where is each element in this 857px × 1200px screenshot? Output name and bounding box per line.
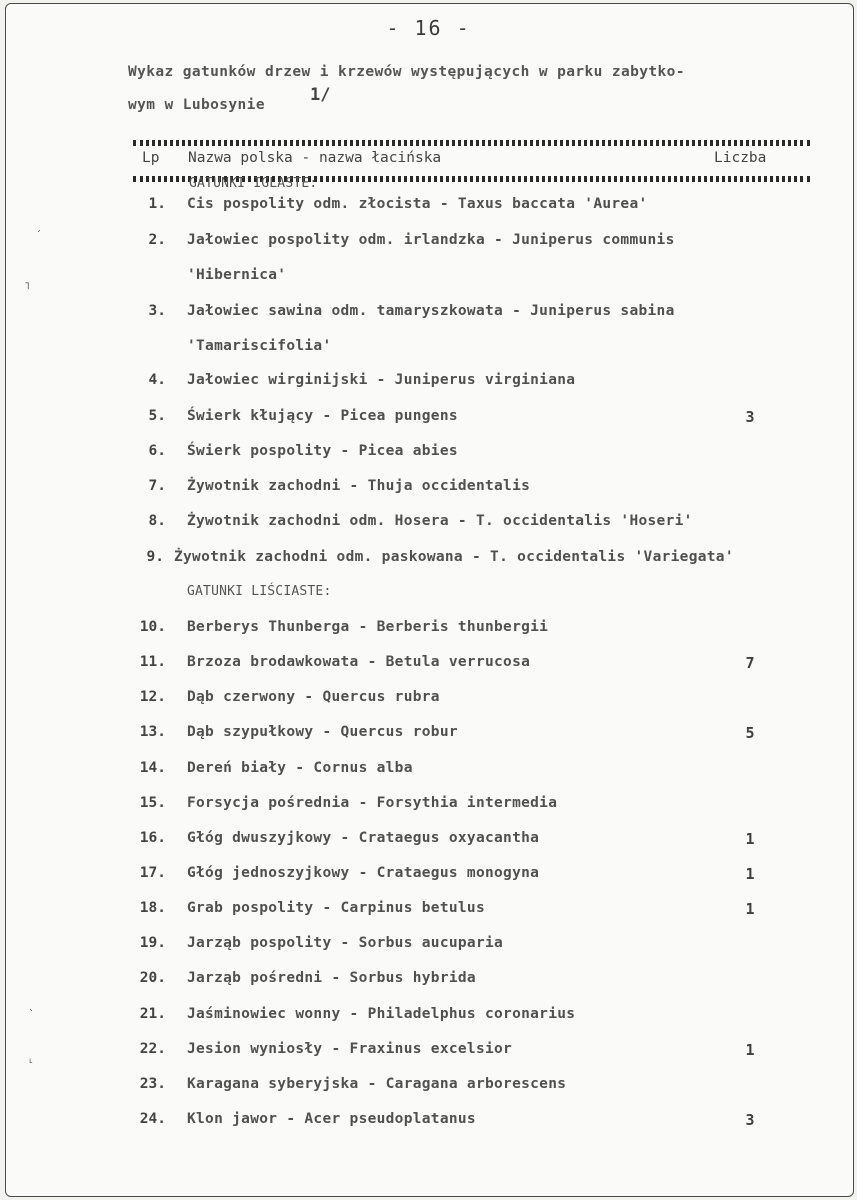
species-count: 1	[745, 900, 755, 918]
row-number: 1.	[148, 196, 166, 212]
species-name-continuation: 'Hibernica'	[187, 267, 287, 283]
species-name: Żywotnik zachodni odm. paskowana - T. occidentalis 'Variegata'	[174, 549, 734, 565]
row-number: 18.	[139, 900, 166, 916]
species-name: Świerk pospolity - Picea abies	[187, 443, 458, 459]
species-name: Świerk kłujący - Picea pungens	[187, 408, 458, 424]
title-line-2: wym w Lubosynie	[128, 97, 265, 113]
row-number: 8.	[148, 513, 166, 529]
row-number: 16.	[139, 830, 166, 846]
row-number: 4.	[148, 372, 166, 388]
species-name: Jarząb pospolity - Sorbus aucuparia	[187, 935, 504, 951]
species-name: Karagana syberyjska - Caragana arborescens	[187, 1076, 567, 1092]
species-name: Grab pospolity - Carpinus betulus	[187, 900, 485, 916]
row-number: 19.	[139, 935, 166, 951]
row-number: 23.	[139, 1076, 166, 1092]
row-number: 9.	[146, 549, 164, 565]
row-number: 13.	[139, 724, 166, 740]
species-name: Dąb czerwony - Quercus rubra	[187, 689, 440, 705]
row-number: 12.	[139, 689, 166, 705]
section-heading-conifers: GATUNKI IGLASTE:	[189, 176, 318, 191]
species-count: 1	[745, 865, 755, 883]
species-count: 3	[745, 1111, 755, 1129]
species-name: Jaśminowiec wonny - Philadelphus coronarius	[187, 1006, 576, 1022]
section-heading-deciduous: GATUNKI LIŚCIASTE:	[187, 584, 332, 599]
row-number: 11.	[139, 654, 166, 670]
species-count: 1	[745, 830, 755, 848]
row-number: 7.	[148, 478, 166, 494]
species-name: Żywotnik zachodni - Thuja occidentalis	[187, 478, 531, 494]
row-number: 15.	[139, 795, 166, 811]
row-number: 3.	[148, 303, 166, 319]
species-name: Brzoza brodawkowata - Betula verrucosa	[187, 654, 531, 670]
species-count: 5	[745, 724, 755, 742]
row-number: 14.	[139, 760, 166, 776]
row-number: 5.	[148, 408, 166, 424]
species-name: Cis pospolity odm. złocista - Taxus baccata 'Aurea'	[187, 196, 648, 212]
margin-mark: ˥	[24, 281, 31, 292]
species-name: Głóg dwuszyjkowy - Crataegus oxyacantha	[187, 830, 540, 846]
species-count: 3	[745, 408, 755, 426]
species-name: Jesion wyniosły - Fraxinus excelsior	[187, 1041, 513, 1057]
species-count: 1	[745, 1041, 755, 1059]
row-number: 2.	[148, 232, 166, 248]
species-name: Berberys Thunberga - Berberis thunbergii	[187, 619, 549, 635]
species-name-continuation: 'Tamariscifolia'	[187, 338, 332, 354]
column-header-count: Liczba	[714, 150, 767, 166]
row-number: 24.	[139, 1111, 166, 1127]
title-line-1: Wykaz gatunków drzew i krzewów występujących w parku zabytko-	[128, 64, 685, 80]
footnote-mark: 1/	[310, 85, 331, 105]
row-number: 21.	[139, 1006, 166, 1022]
margin-mark: ˏ	[36, 221, 43, 232]
species-name: Dąb szypułkowy - Quercus robur	[187, 724, 458, 740]
species-name: Jałowiec sawina odm. tamaryszkowata - Juniperus sabina	[187, 303, 675, 319]
species-name: Dereń biały - Cornus alba	[187, 760, 413, 776]
margin-mark: ˪	[28, 1055, 35, 1066]
row-number: 20.	[139, 970, 166, 986]
species-name: Jarząb pośredni - Sorbus hybrida	[187, 970, 476, 986]
species-name: Jałowiec pospolity odm. irlandzka - Juniperus communis	[187, 232, 675, 248]
column-header-lp: Lp	[142, 150, 160, 166]
species-name: Forsycja pośrednia - Forsythia intermedia	[187, 795, 558, 811]
row-number: 10.	[139, 619, 166, 635]
species-name: Klon jawor - Acer pseudoplatanus	[187, 1111, 476, 1127]
page-number: - 16 -	[386, 16, 471, 40]
species-name: Jałowiec wirginijski - Juniperus virginiana	[187, 372, 576, 388]
species-count: 7	[745, 654, 755, 672]
row-number: 22.	[139, 1041, 166, 1057]
row-number: 17.	[139, 865, 166, 881]
margin-mark: ˎ	[28, 1000, 35, 1011]
species-name: Żywotnik zachodni odm. Hosera - T. occidentalis 'Hoseri'	[187, 513, 693, 529]
column-header-name: Nazwa polska - nazwa łacińska	[188, 150, 442, 166]
row-number: 6.	[148, 443, 166, 459]
header-rule-top-2	[133, 143, 810, 146]
species-name: Głóg jednoszyjkowy - Crataegus monogyna	[187, 865, 540, 881]
